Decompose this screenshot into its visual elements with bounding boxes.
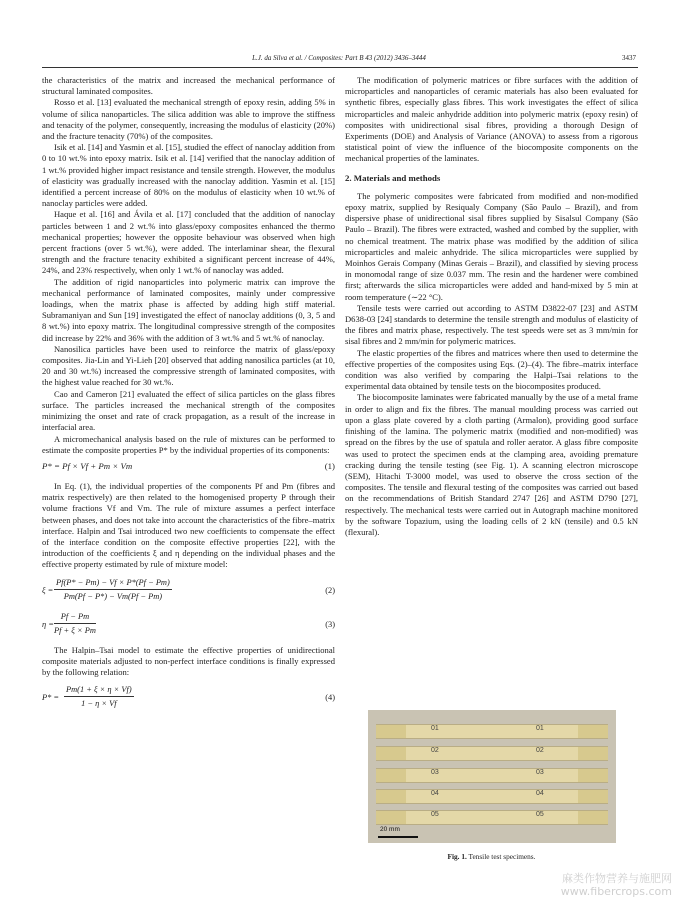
specimen-label: 02: [536, 747, 544, 754]
grip-tab: [578, 747, 608, 760]
specimen-label: 04: [431, 790, 439, 797]
paragraph: A micromechanical analysis based on the rule of mixtures can be performed to estimate the composite properties P* by the individual properties of its components:: [42, 433, 335, 455]
equation-lhs: ξ =: [42, 585, 54, 595]
paragraph: Cao and Cameron [21] evaluated the effect of silica particles on the glass fibres surface. The particles increased the mechanical strength of the composites minimizing the onset and rate of crack propagation, as a result of the increase in interfacial area.: [42, 388, 335, 433]
equation-number: (1): [324, 460, 335, 471]
equation-1: [42, 461, 335, 475]
grip-tab: [578, 811, 608, 824]
equation-2: [42, 577, 335, 605]
scale-bar-label: 20 mm: [380, 826, 400, 833]
paragraph: Isik et al. [14] and Yasmin et al. [15], studied the effect of nanoclay addition from 0 to 10 wt.% into epoxy matrix. Isik et al. [14] verified that the nanoclay addition of 1 wt.% provided higher impact resistance and tensile strength. However, the modulus of elasticity was gradually increased with the nanoclay addition. Yasmin et al. [15] identified a percent increase of 80% on the modulus of elasticity when 10 wt.% of nanoclay particles were added.: [42, 142, 335, 209]
equation-fraction: [54, 577, 172, 602]
section-heading: 2. Materials and methods: [345, 172, 441, 183]
specimen-strip: [376, 810, 608, 825]
grip-tab: [578, 725, 608, 738]
caption-label: Fig. 1.: [447, 852, 467, 861]
equation-lhs: P* =: [42, 693, 60, 703]
figure-1-photo: [368, 710, 616, 843]
grip-tab: [376, 790, 406, 803]
specimen-strip: [376, 768, 608, 783]
paragraph: The modification of polymeric matrices or fibre surfaces with the addition of microparticles and nanoparticles of ceramic materials has also been evaluated for synthetic fibres, especially glass fibres. This work investigates the effect of silica microparticles and maleic anhydride addition into polymeric matrix (epoxy resin) of composites with unidirectional sisal fibres, providing a thorough Design of Experiments (DOE) and Analysis of Variance (ANOVA) to assess from a rigorous statistical point of view the influence of the biocomposite components on the mechanical properties of the laminates.: [345, 75, 638, 164]
caption-text: Tensile test specimens.: [468, 852, 536, 861]
denominator: Pf + ξ × Pm: [54, 625, 96, 635]
paragraph: In Eq. (1), the individual properties of the components Pf and Pm (fibres and matrix respectively) are then related to the homogenised property P through their volume fractions Vf and Vm. The rule of mixture assumes a perfect interface between phases, and does not take into account the characteristics of the fibre–matrix interface. Halpin and Tsai introduced two new coefficients to compensate the effect of the interface condition on the composite effective properties [22], with the introduction of the coefficients ξ and η depending on the individual phases and the effective property estimated by rule of mixture model:: [42, 480, 335, 570]
specimen-label: 03: [431, 769, 439, 776]
equation-fraction: [64, 684, 134, 709]
header-rule: [42, 67, 638, 68]
equation-number: (4): [325, 693, 335, 703]
grip-tab: [578, 769, 608, 782]
equation-fraction: [54, 611, 96, 636]
numerator: Pf − Pm: [54, 611, 96, 624]
equation-lhs: η =: [42, 619, 54, 629]
grip-tab: [376, 747, 406, 760]
specimen-label: 01: [431, 725, 439, 732]
equation-3: [42, 611, 335, 639]
watermark-line: www.fibercrops.com: [560, 885, 672, 898]
equation-body: P* = Pf × Vf + Pm × Vm: [42, 460, 133, 471]
paragraph: The Halpin–Tsai model to estimate the effective properties of unidirectional composite materials adjusted to non-perfect interface conditions is finally expressed by the following relation:: [42, 644, 335, 677]
left-column: [42, 75, 335, 718]
grip-tab: [376, 811, 406, 824]
specimen-label: 04: [536, 790, 544, 797]
numerator: Pf(P* − Pm) − Vf × P*(Pf − Pm): [54, 577, 172, 590]
paragraph: The polymeric composites were fabricated from modified and non-modified epoxy matrix, supplied by Resiqualy Company (São Paulo – Brazil), and from dispersive phase of unidirectional sisal fibres supplied by Sisalsul Company (São Paulo – Brazil). The fibres were extracted, washed and combed by the supplier, with no chemical treatment. The matrix phase was modified by the addition of silica microparticles and maleic anhydride. The silica microparticles were supplied by Moinhos Gerais Company (Minas Gerais – Brazil), and classified by sieving process in monomodal range of size 0.037 mm. The resin and the hardener were combined first; afterwards the silica microparticles were added and hand-mixed by 5 min at room temperature (∼22 °C).: [345, 190, 638, 302]
equation-4: [42, 684, 335, 712]
grip-tab: [578, 790, 608, 803]
specimen-label: 05: [431, 811, 439, 818]
equation-number: (3): [325, 619, 335, 629]
specimen-label: 05: [536, 811, 544, 818]
paragraph: the characteristics of the matrix and increased the mechanical performance of structural laminated composites.: [42, 75, 335, 97]
paragraph: The biocomposite laminates were fabricated manually by the use of a metal frame in order to align and fix the fibres. The manual moulding process was carried out upon a glass plate covered by a cloth parting (Armalon), providing good surface finishing of the lamina. The polymeric matrix (modified and non-modified) was spread on the fibres by the use of spatula and roller aerator. A glass fibre composite was used to protect the specimen ends at the clamping area, avoiding premature cracking during the tensile testing (see Fig. 1). A scanning electron microscope (SEM), Hitachi T-3000 model, was used to observe the cross section of the composites. The tensile and flexural testing of the composites was carried out based on the recommendations of British Standard 2747 [26] and ASTM D790 [27], respectively. The mechanical tests were carried out in Autograph machine monitored by the software Topazium, using the loading cells of 2 kN (tensile) and 0.5 kN (flexural).: [345, 392, 638, 537]
numerator: Pm(1 + ξ × η × Vf): [64, 684, 134, 697]
right-column: [345, 75, 638, 538]
specimen-label: 02: [431, 747, 439, 754]
page-number: 3437: [622, 54, 636, 62]
paragraph: The addition of rigid nanoparticles into polymeric matrix can improve the mechanical performance of laminated composites, mainly under compressive loadings, when the matrix phase is affected by adding high stiff material. Subramaniyan and Sun [19] investigated the effect of nanoclay additions (0, 3, 5 and 8 wt.%) into epoxy matrix. The longitudinal compressive strength of the composites did increase by 22% and 36% with the addition of 3 wt.% and 5 wt.% of nanoclay.: [42, 276, 335, 343]
grip-tab: [376, 769, 406, 782]
figure-caption: [345, 852, 638, 861]
running-title: L.J. da Silva et al. / Composites: Part B 43 (2012) 3436–3444: [252, 54, 426, 62]
equation-number: (2): [325, 585, 335, 595]
watermark: [561, 872, 672, 898]
specimen-strip: [376, 789, 608, 804]
paragraph: Rosso et al. [13] evaluated the mechanical strength of epoxy resin, adding 5% in volume of silica nanoparticles. The silica addition was able to improve the stiffness and tenacity of the polymer, consequently, increasing the modulus of elasticity (20%) and the fracture tenacity (70%) of the composites.: [42, 97, 335, 142]
denominator: 1 − η × Vf: [81, 699, 117, 709]
paragraph: Nanosilica particles have been used to reinforce the matrix of glass/epoxy composites. Jia-Lin and Yi-Lieh [20] observed that adding nanosilica particles (at 10, 20 and 30 wt.%) increased the compressive strength of laminated composites, with the highest value reached for 30 wt.%.: [42, 343, 335, 388]
specimen-strip: [376, 724, 608, 739]
watermark-line: 麻类作物营养与施肥网: [562, 872, 672, 885]
denominator: Pm(Pf − P*) − Vm(Pf − Pm): [63, 591, 163, 601]
grip-tab: [376, 725, 406, 738]
paragraph: Haque et al. [16] and Ávila et al. [17] concluded that the addition of nanoclay particles between 1 and 2 wt.% into glass/epoxy composites enhanced the thermo mechanical properties; however the opposite behaviour was observed when high percent fractions (over 5 wt.%), were added. The interlaminar shear, the flexural strength and the fracture tenacity exhibited a significant percent increase of 44%, 24%, and 23% respectively, when only 1 wt.% of nanoclay was added.: [42, 209, 335, 276]
specimen-label: 03: [536, 769, 544, 776]
specimen-label: 01: [536, 725, 544, 732]
paragraph: Tensile tests were carried out according to ASTM D3822-07 [23] and ASTM D638-03 [24] standards to determine the tensile strength and modulus of elasticity of the fibres and matrix phase, respectively. The test speeds were set as 3 mm/min for sisal fibres and 2 mm/min for polymeric matrices.: [345, 302, 638, 347]
scale-bar: [378, 836, 418, 838]
specimen-strip: [376, 746, 608, 761]
running-header: [0, 54, 678, 66]
paragraph: The elastic properties of the fibres and matrices where then used to determine the effective properties of the composites using Eqs. (2)–(4). The fibre–matrix interface condition was also verified by comparing the Halpi–Tsai relations to the experimental data obtained by tensile tests on the biocomposites produced.: [345, 347, 638, 392]
